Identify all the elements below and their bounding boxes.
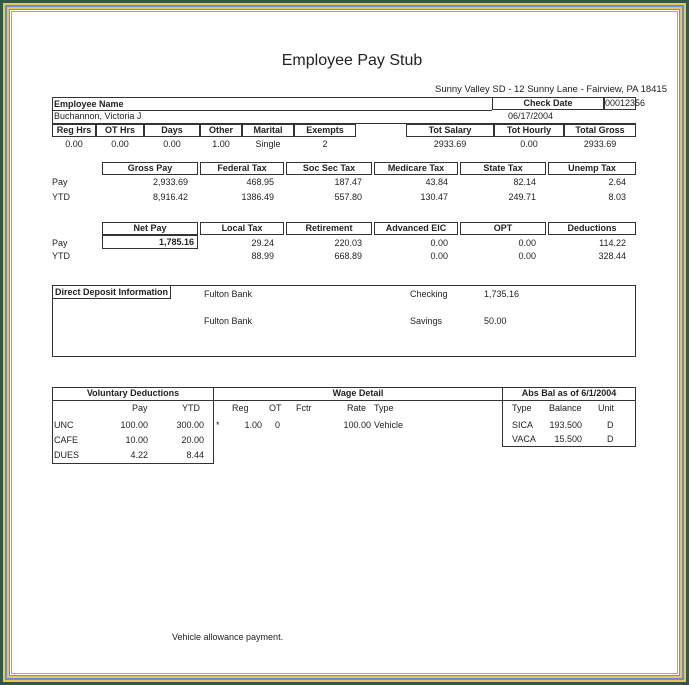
wage-col-header: Rate — [347, 403, 367, 413]
summary-value: 1.00 — [212, 139, 230, 149]
net-header: Deductions — [548, 222, 636, 235]
net-pay-label: Pay — [52, 238, 68, 248]
tax-ytd-value: 557.80 — [334, 192, 362, 202]
summary-header: Days — [144, 124, 200, 137]
voluntary-deductions-label: Voluntary Deductions — [52, 388, 214, 401]
vol-code: DUES — [54, 450, 80, 460]
summary-header: OT Hrs — [96, 124, 144, 137]
tax-header: Federal Tax — [200, 162, 284, 175]
summary-header: Exempts — [294, 124, 356, 137]
dd-bank: Fulton Bank — [204, 289, 253, 299]
tax-header: Soc Sec Tax — [286, 162, 372, 175]
tax-ytd-label: YTD — [52, 192, 70, 202]
wage-detail-label: Wage Detail — [214, 388, 502, 401]
net-pay-value: 1,785.16 — [102, 235, 198, 249]
summary-header: Other — [200, 124, 242, 137]
dd-bank: Fulton Bank — [204, 316, 253, 326]
check-date: 06/17/2004 — [508, 111, 554, 121]
wage-col-header: OT — [269, 403, 282, 413]
net-pay-value: 29.24 — [251, 238, 274, 248]
tax-ytd-value: 130.47 — [420, 192, 448, 202]
net-header: Local Tax — [200, 222, 284, 235]
abs-col-header: Balance — [549, 403, 582, 413]
footer-note: Vehicle allowance payment. — [172, 632, 284, 642]
summary-header: Reg Hrs — [52, 124, 96, 137]
dd-type: Checking — [410, 289, 448, 299]
wage-marker: * — [216, 420, 220, 430]
net-ytd-value: 88.99 — [251, 251, 274, 261]
summary-value: 0.00 — [65, 139, 83, 149]
net-header: Net Pay — [102, 222, 198, 235]
summary-value: 2933.69 — [433, 139, 467, 149]
wage-rate: 100.00 — [343, 420, 371, 430]
tax-header: Medicare Tax — [374, 162, 458, 175]
summary-value: 0.00 — [111, 139, 129, 149]
pay-stub-page — [12, 12, 677, 673]
dd-type: Savings — [410, 316, 443, 326]
tax-pay-value: 82.14 — [513, 177, 536, 187]
summary-header: Tot Salary — [406, 124, 494, 137]
summary-value: Single — [255, 139, 281, 149]
vol-code: UNC — [54, 420, 74, 430]
check-date-label: Check Date — [492, 97, 604, 110]
wage-col-header: Fctr — [296, 403, 312, 413]
direct-deposit-label: Direct Deposit Information — [52, 285, 171, 299]
net-ytd-value: 328.44 — [598, 251, 626, 261]
district-address: Sunny Valley SD - 12 Sunny Lane - Fairview, PA 18415 — [434, 84, 667, 95]
vol-code: CAFE — [54, 435, 79, 445]
net-ytd-label: YTD — [52, 251, 70, 261]
tax-header: State Tax — [460, 162, 546, 175]
tax-ytd-value: 249.71 — [508, 192, 536, 202]
net-pay-value: 220.03 — [334, 238, 362, 248]
tax-ytd-value: 8,916.42 — [152, 192, 188, 202]
tax-pay-value: 468.95 — [246, 177, 274, 187]
tax-pay-value: 187.47 — [334, 177, 362, 187]
summary-value: 0.00 — [163, 139, 181, 149]
tax-ytd-value: 8.03 — [608, 192, 626, 202]
wage-col-header: Type — [374, 403, 394, 413]
net-pay-value: 0.00 — [518, 238, 536, 248]
page-title: Employee Pay Stub — [281, 52, 423, 69]
abs-balance-label: Abs Bal as of 6/1/2004 — [503, 388, 635, 401]
abs-col-header: Unit — [598, 403, 615, 413]
summary-value: 2 — [322, 139, 328, 149]
check-number: 00012356 — [605, 98, 646, 108]
tax-header: Unemp Tax — [548, 162, 636, 175]
net-header: Retirement — [286, 222, 372, 235]
tax-pay-value: 2,933.69 — [152, 177, 188, 187]
wage-col-header: Reg — [232, 403, 249, 413]
net-header: OPT — [460, 222, 546, 235]
abs-type: SICA — [512, 420, 534, 430]
employee-name-label: Employee Name — [54, 99, 124, 109]
net-ytd-value: 0.00 — [430, 251, 448, 261]
dd-amount: 50.00 — [484, 316, 507, 326]
voluntary-col-pay: Pay — [132, 403, 148, 413]
summary-header: Total Gross — [564, 124, 636, 137]
abs-type: VACA — [512, 434, 536, 444]
wage-ot: 0 — [274, 420, 280, 430]
vol-ytd: 8.44 — [186, 450, 204, 460]
abs-unit: D — [607, 420, 614, 430]
tax-pay-label: Pay — [52, 177, 68, 187]
abs-unit: D — [607, 434, 614, 444]
net-ytd-value: 668.89 — [334, 251, 362, 261]
vol-ytd: 300.00 — [176, 420, 204, 430]
dd-amount: 1,735.16 — [484, 289, 520, 299]
net-ytd-value: 0.00 — [518, 251, 536, 261]
vol-pay: 100.00 — [120, 420, 148, 430]
tax-pay-value: 43.84 — [425, 177, 448, 187]
abs-col-header: Type — [512, 403, 532, 413]
abs-balance: 193.500 — [549, 420, 582, 430]
wage-reg: 1.00 — [244, 420, 262, 430]
tax-ytd-value: 1386.49 — [241, 192, 274, 202]
vol-pay: 4.22 — [130, 450, 148, 460]
voluntary-col-ytd: YTD — [182, 403, 200, 413]
abs-balance: 15.500 — [554, 434, 582, 444]
employee-name: Buchannon, Victoria J — [54, 111, 142, 121]
net-header: Advanced EIC — [374, 222, 458, 235]
vol-pay: 10.00 — [125, 435, 148, 445]
net-pay-value: 0.00 — [430, 238, 448, 248]
tax-pay-value: 2.64 — [608, 177, 626, 187]
summary-value: 0.00 — [520, 139, 538, 149]
summary-value: 2933.69 — [583, 139, 617, 149]
vol-ytd: 20.00 — [181, 435, 204, 445]
net-pay-value: 114.22 — [599, 238, 626, 248]
summary-header: Tot Hourly — [494, 124, 564, 137]
wage-type: Vehicle — [374, 420, 404, 430]
summary-header: Marital — [242, 124, 294, 137]
tax-header: Gross Pay — [102, 162, 198, 175]
